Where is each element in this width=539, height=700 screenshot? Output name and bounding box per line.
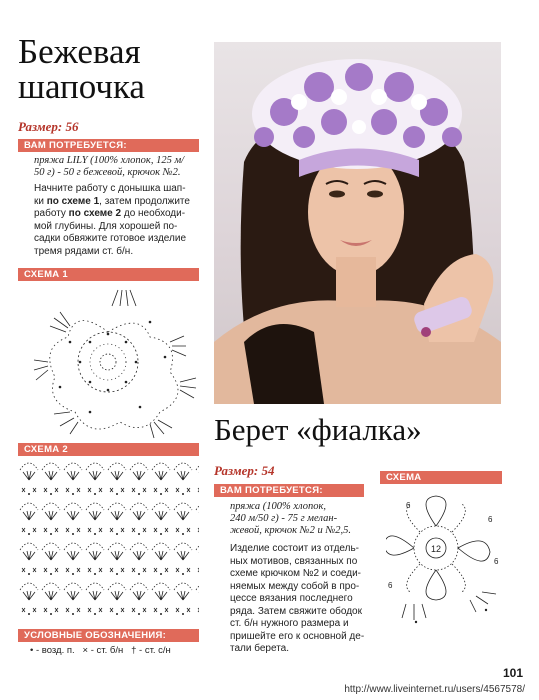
materials-header-right: ВАМ ПОТРЕБУЕТСЯ: bbox=[214, 484, 364, 497]
scheme-header-right: СХЕМА bbox=[380, 471, 502, 484]
size-label-left: Размер: 56 bbox=[18, 119, 79, 134]
scheme2-diagram bbox=[18, 458, 199, 624]
title-beige-hat bbox=[18, 34, 145, 104]
motif-mark-top-right: 6 bbox=[488, 515, 493, 524]
source-url[interactable]: http://www.liveinternet.ru/users/4567578/ bbox=[344, 684, 525, 695]
materials-text-right: пряжа (100% хлопок, 240 м/50 г) - 75 г мелан- жевой, крючок №2 и №2,5. bbox=[230, 501, 351, 536]
motif-mark-top-left: 6 bbox=[406, 501, 411, 510]
title-line-1: Бежевая bbox=[18, 32, 141, 71]
scheme1-diagram bbox=[30, 282, 205, 440]
legend-header: УСЛОВНЫЕ ОБОЗНАЧЕНИЯ: bbox=[18, 629, 199, 642]
instructions-left: Начните работу с донышка шап- ки по схеме 1, затем продолжите работу по схеме 2 до необходи- мой глубины. Для хорошей по- садки обвяжите готовое изделие тремя рядами ст. б/н. bbox=[34, 183, 190, 257]
motif-diagram bbox=[386, 492, 504, 632]
title-line-2: шапочка bbox=[18, 67, 145, 106]
instructions-right: Изделие состоит из отдель- ных мотивов, связанных по схеме крючком №2 и соеди- няемых между собой в про- цессе вязания последнего ряда. Затем свяжите ободок ст. б/н нужного размера и пришейте его к основной де- тали берета. bbox=[230, 543, 365, 654]
hero-photo bbox=[214, 42, 501, 404]
size-label-right: Размер: 54 bbox=[214, 463, 275, 478]
motif-mark-right: 6 bbox=[494, 557, 499, 566]
motif-mark-left: 6 bbox=[388, 581, 393, 590]
legend-items: • - возд. п. × - ст. б/н † - ст. с/н bbox=[30, 645, 171, 656]
page-number: 101 bbox=[502, 666, 523, 680]
title-beret: Берет «фиалка» bbox=[214, 412, 422, 447]
scheme1-header: СХЕМА 1 bbox=[18, 268, 199, 281]
scheme2-header: СХЕМА 2 bbox=[18, 443, 199, 456]
motif-center-label: 12 bbox=[430, 544, 442, 554]
materials-header-left: ВАМ ПОТРЕБУЕТСЯ: bbox=[18, 139, 199, 152]
photo-illustration bbox=[214, 42, 501, 404]
materials-text-left: пряжа LILY (100% хлопок, 125 м/ 50 г) - 50 г бежевой, крючок №2. bbox=[34, 155, 185, 178]
